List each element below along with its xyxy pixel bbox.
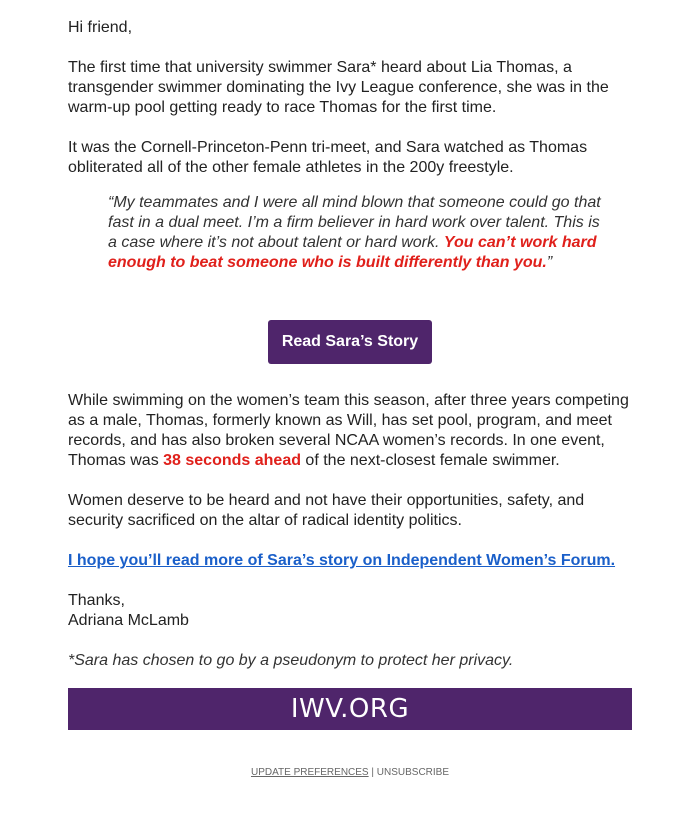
iwf-story-link[interactable]: I hope you’ll read more of Sara’s story on Independent Women’s Forum. xyxy=(68,552,616,569)
signoff xyxy=(68,591,634,631)
quote-highlight: You can’t work hard enough to beat someone who is built differently than you. xyxy=(108,234,597,271)
records-text-after: of the next-closest female swimmer. xyxy=(300,452,560,469)
records-highlight: 38 seconds ahead xyxy=(163,452,301,469)
email-footer xyxy=(0,767,700,778)
signoff-closing: Thanks, xyxy=(68,592,125,609)
quote-open-mark: “ xyxy=(108,194,114,211)
quote-close-mark: ” xyxy=(546,254,553,271)
quote-text: My teammates and I were all mind blown that someone could go that fast in a dual meet. I’m a firm believer in hard work over talent. This is a case where it’s not about talent or hard work. xyxy=(108,194,601,251)
iwv-banner[interactable] xyxy=(68,688,632,730)
paragraph-meet: It was the Cornell-Princeton-Penn tri-meet, and Sara watched as Thomas obliterated all of the other female athletes in the 200y freestyle. xyxy=(68,139,588,176)
paragraph-women-deserve: Women deserve to be heard and not have their opportunities, safety, and security sacrificed on the altar of radical identity politics. xyxy=(68,492,585,529)
pseudonym-footnote: *Sara has chosen to go by a pseudonym to protect her privacy. xyxy=(68,652,514,669)
unsubscribe-link[interactable]: UNSUBSCRIBE xyxy=(376,767,450,778)
signoff-name: Adriana McLamb xyxy=(68,612,189,629)
greeting: Hi friend, xyxy=(68,19,133,36)
paragraph-intro: The first time that university swimmer Sara* heard about Lia Thomas, a transgender swimmer dominating the Ivy League conference, she was in the warm-up pool getting ready to race Thomas for the first time. xyxy=(68,59,609,116)
story-link-paragraph xyxy=(68,551,634,571)
cta-container xyxy=(268,320,432,364)
iwv-logo-text: IWV.ORG xyxy=(290,694,410,724)
read-saras-story-button[interactable]: Read Sara’s Story xyxy=(268,320,432,364)
records-text-before: While swimming on the women’s team this season, after three years competing as a male, Thomas, formerly known as Will, has set pool, program, and meet records, and has also broken several NCAA women’s records. In one event, Thomas was xyxy=(68,392,629,469)
sara-quote xyxy=(108,193,608,273)
paragraph-records xyxy=(68,391,634,471)
footer-separator: | xyxy=(368,767,377,778)
update-preferences-link[interactable]: UPDATE PREFERENCES xyxy=(250,767,369,778)
